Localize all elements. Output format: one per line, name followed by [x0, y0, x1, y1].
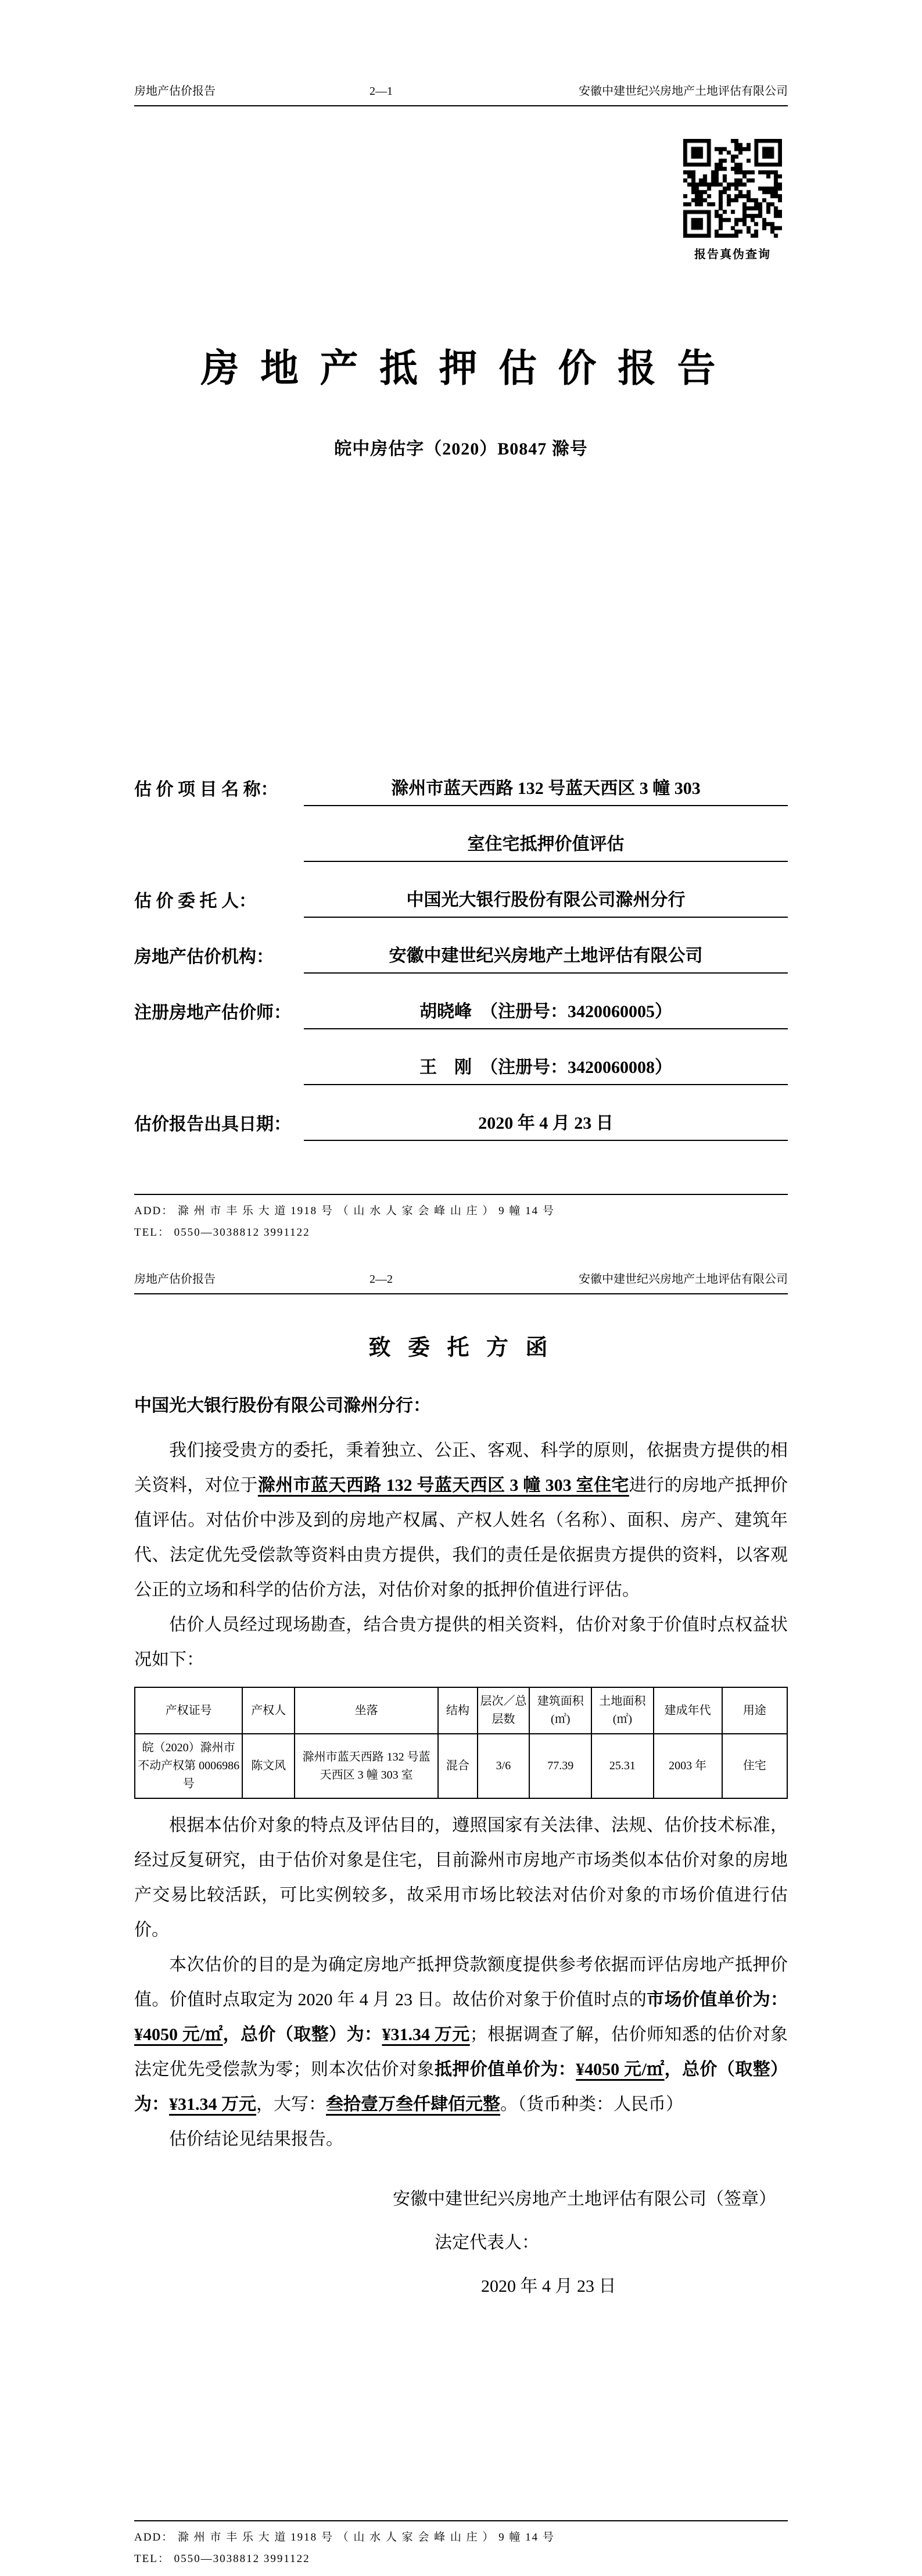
total-price-label: ，总价（取整）为：: [134, 2060, 788, 2114]
amount-in-words: 叁拾壹万叁仟肆佰元整: [326, 2095, 500, 2114]
mortgage-value-label: 抵押价值单价为：: [434, 2060, 576, 2079]
field-row-project-name: [134, 774, 788, 806]
paragraph-commission: [134, 1433, 788, 1608]
signature-company: 安徽中建世纪兴房地产土地评估有限公司（签章）: [393, 2189, 776, 2209]
page-2: [0, 1250, 922, 2576]
table-cell-cert-no: 皖（2020）滁州市不动产权第 0006986 号: [135, 1734, 242, 1798]
table-cell-structure: 混合: [438, 1734, 477, 1798]
text-run: 进行的房地产抵押价值评估。对估价中涉及到的房地产权属、产权人姓名（名称）、面积、房产、建筑年代、法定优先受偿款等资料由贵方提供，我们的责任是依据贵方提供的资料，以客观公正的立场和科学的估价方法，对估价对象的抵押价值进行评估。: [134, 1476, 788, 1600]
qr-caption: 报告真伪查询: [694, 248, 771, 261]
field-value: 王 刚 （注册号：3420060008）: [304, 1053, 788, 1085]
table-header-cell: 用途: [722, 1687, 787, 1734]
footer-phone: TEL： 0550―3038812 3991122: [134, 2553, 310, 2565]
mortgage-unit-price: ¥4050 元/㎡: [576, 2060, 665, 2079]
paragraph-survey-intro: 估价人员经过现场勘查，结合贵方提供的相关资料，估价对象于价值时点权益状况如下：: [134, 1615, 788, 1669]
table-header-cell: 坐落: [295, 1687, 438, 1734]
market-unit-price: ¥4050 元/㎡: [134, 2025, 223, 2044]
field-value: 2020 年 4 月 23 日: [304, 1108, 788, 1141]
field-row-appraiser-1: [134, 997, 788, 1029]
total-price-label: ，总价（取整）为：: [223, 2025, 382, 2044]
paragraph-conclusion-ref: 估价结论见结果报告。: [169, 2130, 343, 2149]
salutation: 中国光大银行股份有限公司滁州分行：: [134, 1396, 430, 1415]
table-cell-location: 滁州市蓝天西路 132 号蓝天西区 3 幢 303 室: [295, 1734, 438, 1798]
field-value: 中国光大银行股份有限公司滁州分行: [304, 885, 788, 918]
table-header-cell: 建成年代: [654, 1687, 722, 1734]
field-label-spacer: [134, 856, 304, 862]
market-value-label: 市场价值单价为：: [647, 1990, 788, 2009]
field-row-agency: [134, 941, 788, 974]
property-rights-table: [134, 1687, 788, 1799]
page-header: [134, 1269, 788, 1294]
table-header-row: [135, 1687, 787, 1734]
field-row-report-date: [134, 1108, 788, 1141]
table-header-cell: 产权证号: [135, 1687, 242, 1734]
table-cell-usage: 住宅: [722, 1734, 787, 1798]
footer-address: ADD： 滁 州 市 丰 乐 大 道 1918 号 （ 山 水 人 家 会 峰 山 庄 ） 9 幢 14 号: [134, 1205, 555, 1217]
text-run: 本次估价的目的是为确定房地产抵押贷款额度提供参考依据而评估房地产抵押价值。价值时点取定为 2020 年 4 月 23 日。故估价对象于价值时点的: [134, 1955, 788, 2009]
table-cell-building-area: 77.39: [529, 1734, 591, 1798]
page-footer: [134, 1194, 788, 1239]
table-row: [135, 1734, 787, 1798]
footer-phone: TEL： 0550―3038812 3991122: [134, 1226, 310, 1239]
field-value: 胡晓峰 （注册号：3420060005）: [304, 997, 788, 1029]
table-cell-land-area: 25.31: [591, 1734, 654, 1798]
header-page-number: 2—2: [369, 1273, 393, 1286]
footer-address: ADD： 滁 州 市 丰 乐 大 道 1918 号 （ 山 水 人 家 会 峰 山 庄 ） 9 幢 14 号: [134, 2531, 555, 2543]
field-label: 注册房地产估价师：: [134, 1003, 291, 1022]
report-title: 房 地 产 抵 押 估 价 报 告: [200, 348, 722, 390]
text-run: ，大写：: [256, 2095, 326, 2114]
qr-code: [683, 139, 782, 238]
page-header: [134, 81, 788, 106]
paragraph-valuation-result: [134, 1948, 788, 2122]
mortgage-total-price: ¥31.34 万元: [169, 2095, 256, 2114]
signature-date: 2020 年 4 月 23 日: [481, 2277, 616, 2296]
market-total-price: ¥31.34 万元: [382, 2025, 470, 2044]
field-row-project-name-cont: [134, 829, 788, 862]
qr-block: [677, 139, 788, 262]
field-row-client: [134, 885, 788, 918]
text-run: ；根据调查了解，估价师知悉的估价对象法定优先受偿款为零；则本次估价对象: [134, 2025, 788, 2079]
table-header-cell: 土地面积(㎡): [591, 1687, 654, 1734]
table-header-cell: 结构: [438, 1687, 477, 1734]
text-run: 。（货币种类：人民币）: [500, 2095, 683, 2114]
field-value: 滁州市蓝天西路 132 号蓝天西区 3 幢 303: [304, 774, 788, 806]
table-cell-owner: 陈文风: [242, 1734, 295, 1798]
text-run: 我们接受贵方的委托，秉着独立、公正、客观、科学的原则，依据贵方提供的相关资料，对位于: [134, 1441, 788, 1495]
cover-form: [134, 774, 788, 1141]
signature-legal-rep: 法定代表人：: [435, 2233, 539, 2252]
paragraph-method: 根据本估价对象的特点及评估目的，遵照国家有关法律、法规、估价技术标准，经过反复研究，由于估价对象是住宅，目前滁州市房地产市场类似本估价对象的房地产交易比较活跃，可比实例较多，故采用市场比较法对估价对象的市场价值进行估价。: [134, 1816, 788, 1940]
field-value: 安徽中建世纪兴房地产土地评估有限公司: [304, 941, 788, 974]
header-report-type: 房地产估价报告: [134, 1273, 216, 1286]
field-label: 估 价 项 目 名 称：: [134, 780, 278, 799]
field-value: 室住宅抵押价值评估: [304, 829, 788, 862]
signature-block: [393, 2186, 788, 2299]
field-label: 估价报告出具日期：: [134, 1115, 291, 1134]
header-company-name: 安徽中建世纪兴房地产土地评估有限公司: [579, 85, 788, 98]
table-header-cell: 建筑面积(㎡): [529, 1687, 591, 1734]
header-company-name: 安徽中建世纪兴房地产土地评估有限公司: [579, 1273, 788, 1286]
field-label: 估 价 委 托 人：: [134, 892, 256, 911]
field-label-spacer: [134, 1079, 304, 1085]
header-report-type: 房地产估价报告: [134, 85, 216, 98]
table-cell-floor: 3/6: [478, 1734, 530, 1798]
page-footer: [134, 2520, 788, 2566]
field-row-appraiser-2: [134, 1053, 788, 1085]
header-page-number: 2—1: [369, 85, 393, 98]
table-header-cell: 层次／总层数: [478, 1687, 530, 1734]
letter-title: 致 委 托 方 函: [368, 1336, 554, 1360]
field-label: 房地产估价机构：: [134, 947, 274, 967]
report-number: 皖中房估字（2020）B0847 滁号: [334, 439, 588, 459]
property-address-emphasis: 滁州市蓝天西路 132 号蓝天西区 3 幢 303 室住宅: [257, 1476, 629, 1495]
table-header-cell: 产权人: [242, 1687, 295, 1734]
table-cell-build-year: 2003 年: [654, 1734, 722, 1798]
page-1: [0, 0, 922, 1250]
